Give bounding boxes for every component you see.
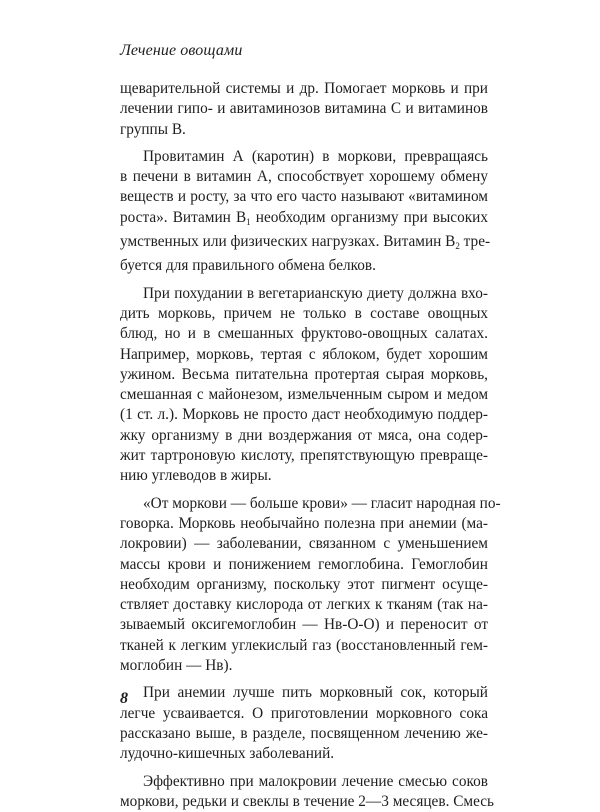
text-line: рассказано выше, в разделе, посвященном лечению же- <box>120 724 488 744</box>
text-line: Провитамин А (каротин) в моркови, превращаясь <box>120 147 488 167</box>
text-line: (1 ст. л.). Морковь не просто даст необходимую поддер- <box>120 405 488 425</box>
paragraph-3 <box>120 284 488 487</box>
text-line: локровии) — заболевании, связанном с уменьшением <box>120 534 488 554</box>
subscript: 2 <box>455 241 460 251</box>
text-line: группы В. <box>120 120 488 140</box>
text-line: зываемый оксигемоглобин — Нв-О-О) и переносит от <box>120 615 488 635</box>
text-line: «От моркови — больше крови» — гласит народная по- <box>120 494 488 514</box>
text-line: буется для правильного обмена белков. <box>120 256 488 276</box>
text-fragment: тре- <box>460 233 490 250</box>
text-fragment: необходим организму при высоких <box>251 209 488 226</box>
text-line: Например, морковь, тертая с яблоком, будет хорошим <box>120 345 488 365</box>
text-line: жку организму в дни воздержания от мяса, она содер- <box>120 426 488 446</box>
text-line: ствляет доставку кислорода от легких к тканям (так на- <box>120 595 488 615</box>
text-line: При похудании в вегетарианскую диету должна вхо- <box>120 284 488 304</box>
paragraph-1 <box>120 79 488 140</box>
text-line: лудочно-кишечных заболеваний. <box>120 744 488 764</box>
text-line: лечении гипо- и авитаминозов витамина С и витаминов <box>120 99 488 119</box>
text-line: тканей к легким углекислый газ (восстановленный гем- <box>120 636 488 656</box>
paragraph-4 <box>120 494 488 677</box>
text-line: легче усваивается. О приготовлении морковного сока <box>120 704 488 724</box>
text-line: моглобин — Нв). <box>120 656 488 676</box>
text-line: жит тартроновую кислоту, препятствующую превраще- <box>120 446 488 466</box>
paragraph-2 <box>120 147 488 277</box>
text-line-with-subscript <box>120 208 488 232</box>
text-line: щеварительной системы и др. Помогает морковь и при <box>120 79 488 99</box>
text-line-with-subscript <box>120 232 488 256</box>
text-line: массы крови и понижением гемоглобина. Гемоглобин <box>120 555 488 575</box>
paragraph-6 <box>120 772 488 812</box>
text-line: При анемии лучше пить морковный сок, который <box>120 683 488 703</box>
text-line: моркови, редьки и свеклы в течение 2—3 месяцев. Смесь <box>120 792 488 812</box>
text-line: Эффективно при малокровии лечение смесью соков <box>120 772 488 792</box>
paragraph-5 <box>120 683 488 764</box>
text-line: ужином. Весьма питательна протертая сырая морковь, <box>120 365 488 385</box>
text-line: смешанная с майонезом, измельченным сыром и медом <box>120 385 488 405</box>
text-line: необходим организму, поскольку этот пигмент осуще- <box>120 575 488 595</box>
text-fragment: умственных или физических нагрузках. Витамин В <box>120 233 455 250</box>
text-line: в печени в витамин А, способствует хорошему обмену <box>120 167 488 187</box>
text-line: веществ и росту, за что его часто называют «витамином <box>120 187 488 207</box>
text-fragment: роста». Витамин В <box>120 209 246 226</box>
page-number: 8 <box>120 690 128 708</box>
text-line: дить морковь, причем не только в составе овощных <box>120 304 488 324</box>
text-line: говорка. Морковь необычайно полезна при анемии (ма- <box>120 514 488 534</box>
body-text <box>120 79 488 812</box>
text-line: блюд, но и в смешанных фруктово-овощных салатах. <box>120 324 488 344</box>
subscript: 1 <box>246 217 251 227</box>
running-head: Лечение овощами <box>120 42 242 60</box>
text-line: нию углеводов в жиры. <box>120 466 488 486</box>
